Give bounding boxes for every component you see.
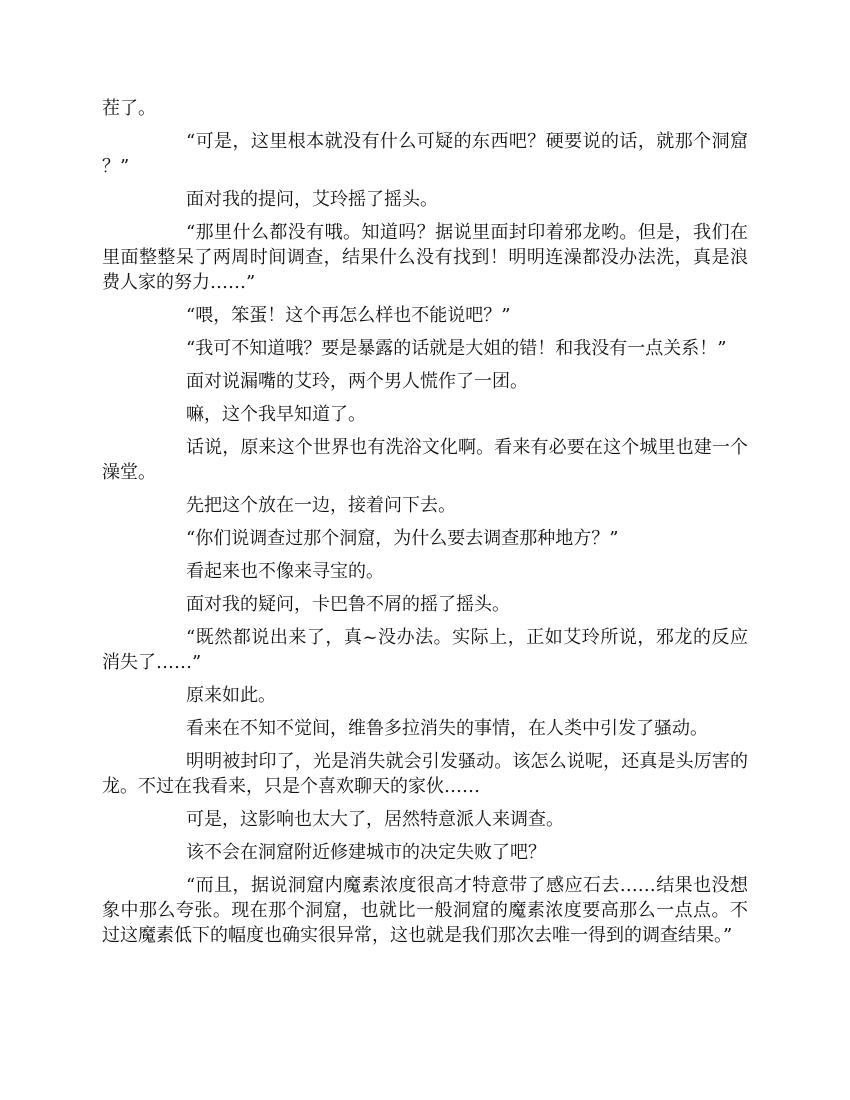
paragraph: “可是，这里根本就没有什么可疑的东西吧？硬要说的话，就那个洞窟？” — [102, 131, 748, 177]
paragraph: 该不会在洞窟附近修建城市的决定失败了吧？ — [186, 842, 546, 863]
paragraph: 面对我的疑问，卡巴鲁不屑的摇了摇头。 — [186, 594, 510, 615]
paragraph-continuation: 茬了。 — [102, 98, 156, 119]
document-page — [102, 96, 748, 956]
paragraph: 看来在不知不觉间，维鲁多拉消失的事情，在人类中引发了骚动。 — [186, 718, 708, 739]
paragraph: 面对我的提问，艾玲摇了摇头。 — [186, 189, 438, 210]
paragraph: “那里什么都没有哦。知道吗？据说里面封印着邪龙哟。但是，我们在里面整整呆了两周时间调查，结果什么没有找到！明明连澡都没办法洗，真是浪费人家的努力……” — [102, 222, 748, 293]
paragraph: 看起来也不像来寻宝的。 — [186, 561, 384, 582]
paragraph: 可是，这影响也太大了，居然特意派人来调查。 — [186, 809, 564, 830]
paragraph: 原来如此。 — [186, 685, 276, 706]
paragraph: 先把这个放在一边，接着问下去。 — [186, 495, 456, 516]
paragraph: “既然都说出来了，真~没办法。实际上，正如艾玲所说，邪龙的反应消失了……” — [102, 627, 748, 673]
paragraph: 话说，原来这个世界也有洗浴文化啊。看来有必要在这个城里也建一个澡堂。 — [102, 437, 748, 483]
paragraph: 嘛，这个我早知道了。 — [186, 404, 366, 425]
paragraph: “喂，笨蛋！这个再怎么样也不能说吧？” — [186, 305, 511, 326]
paragraph: “而且，据说洞窟内魔素浓度很高才特意带了感应石去……结果也没想象中那么夸张。现在那个洞窟，也就比一般洞窟的魔素浓度要高那么一点点。不过这魔素低下的幅度也确实很异常，这也就是我们那次去唯一得到的调查结果。” — [102, 875, 748, 946]
paragraph: 明明被封印了，光是消失就会引发骚动。该怎么说呢，还真是头厉害的龙。不过在我看来，只是个喜欢聊天的家伙…… — [102, 751, 748, 797]
paragraph: “你们说调查过那个洞窟，为什么要去调查那种地方？” — [186, 528, 619, 549]
paragraph: “我可不知道哦？要是暴露的话就是大姐的错！和我没有一点关系！” — [186, 338, 727, 359]
paragraph: 面对说漏嘴的艾玲，两个男人慌作了一团。 — [186, 371, 528, 392]
